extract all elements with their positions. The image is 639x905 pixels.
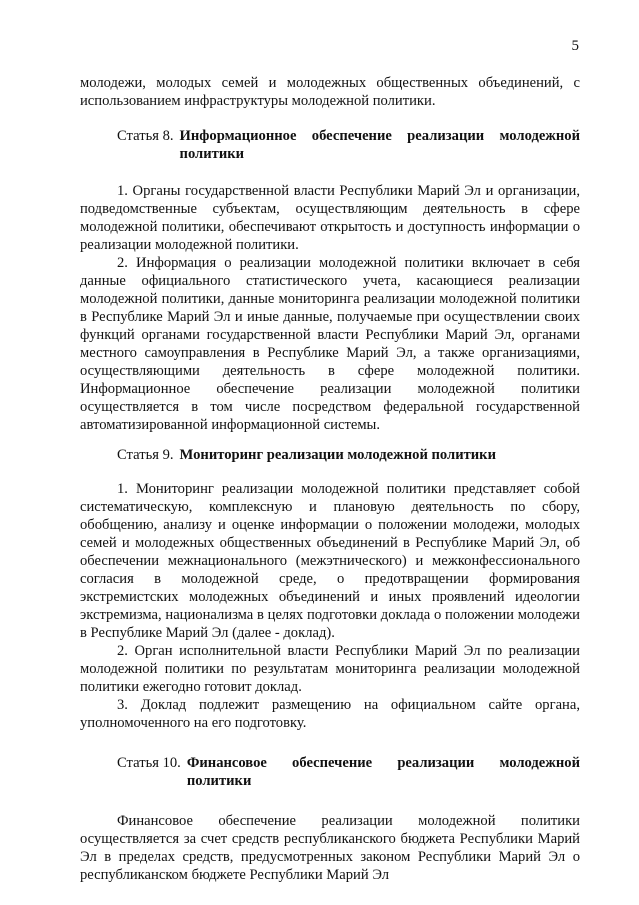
article-8-paragraph-1: 1. Органы государственной власти Республики Марий Эл и организации, подведомственные субъектам, осуществляющим деятельность в сфере молодежной политики, обеспечивают открытость и доступность информации о реализации молодежной политики.	[80, 183, 580, 253]
article-9-paragraph-2: 2. Орган исполнительной власти Республики Марий Эл по реализации молодежной политики по результатам мониторинга реализации молодежной политики ежегодно готовит доклад.	[80, 643, 580, 695]
intro-paragraph: молодежи, молодых семей и молодежных общественных объединений, с использованием инфраструктуры молодежной политики.	[80, 75, 580, 109]
article-8-paragraph-2: 2. Информация о реализации молодежной политики включает в себя данные официального статистического учета, касающиеся реализации молодежной политики, данные мониторинга реализации молодежной политики в Республике Марий Эл и иные данные, получаемые при осуществлении своих функций органами государственной власти Республики Марий Эл, органами местного самоуправления в Республике Марий Эл, а также организациями, осуществляющими деятельность в сфере молодежной политики. Информационное обеспечение реализации молодежной политики осуществляется в том числе посредством федеральной государственной автоматизированной информационной системы.	[80, 255, 580, 433]
article-10-label: Статья 10.	[117, 755, 181, 771]
article-9-label: Статья 9.	[117, 447, 174, 463]
article-9-paragraph-3: 3. Доклад подлежит размещению на официальном сайте органа, уполномоченного на его подготовку.	[80, 697, 580, 731]
article-10-paragraph-1: Финансовое обеспечение реализации молодежной политики осуществляется за счет средств республиканского бюджета Республики Марий Эл в пределах средств, предусмотренных законом Республики Марий Эл о республиканском бюджете Республики Марий Эл	[80, 813, 580, 883]
article-10-title: Финансовое обеспечение реализации молодежной политики	[186, 755, 580, 789]
page-number: 5	[571, 38, 579, 54]
document-body	[80, 74, 580, 884]
article-9-heading	[80, 446, 580, 464]
article-9-title: Мониторинг реализации молодежной политики	[179, 447, 496, 463]
article-8-title: Информационное обеспечение реализации молодежной политики	[179, 128, 580, 162]
article-9-paragraph-1: 1. Мониторинг реализации молодежной политики представляет собой систематическую, комплексную и плановую деятельность по сбору, обобщению, анализу и оценке информации о положении молодежи, молодых семей и молодежных общественных объединений в Республике Марий Эл, об обеспечении межнационального (межэтнического) и межконфессионального согласия в молодежной среде, о предотвращении формирования экстремистских молодежных объединений и иных проявлений идеологии экстремизма, национализма в целях подготовки доклада о положении молодежи в Республике Марий Эл (далее - доклад).	[80, 481, 580, 641]
article-8-label: Статья 8.	[117, 128, 174, 144]
article-8-heading	[80, 127, 580, 163]
article-10-heading	[80, 754, 580, 790]
